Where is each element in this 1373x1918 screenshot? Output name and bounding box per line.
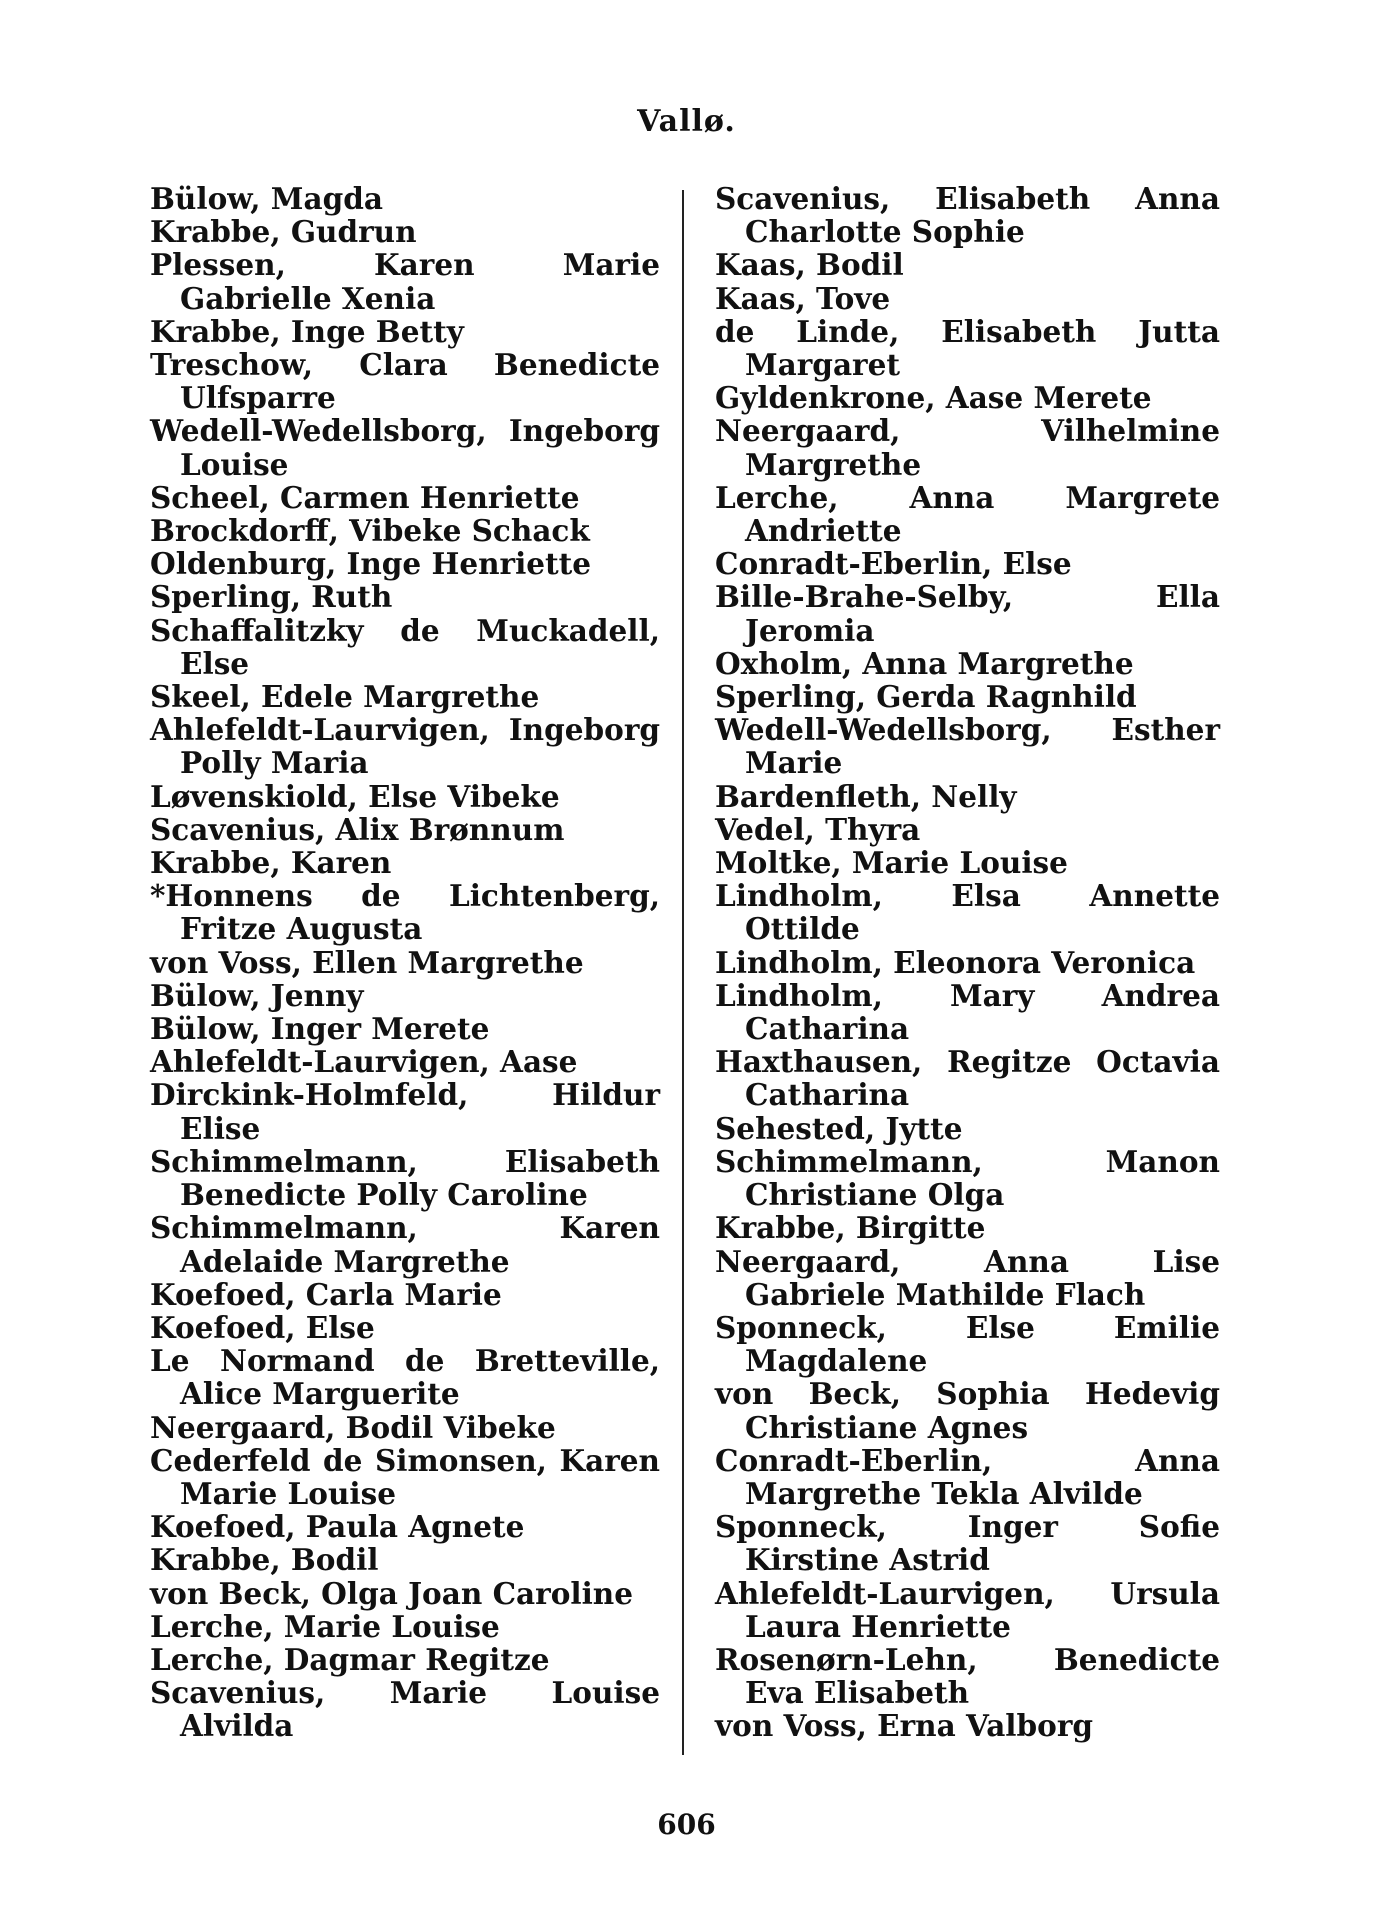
list-item: Bardenfleth, Nelly (715, 778, 1017, 814)
list-item: Plessen, Karen Marie Gabrielle Xenia (150, 247, 660, 316)
list-item: Schaffalitzky de Muckadell, Else (150, 612, 660, 681)
list-item: Kaas, Bodil (715, 247, 904, 283)
list-item: Koefoed, Else (150, 1309, 375, 1345)
list-item: Sponneck, Else Emilie Magdalene (715, 1309, 1220, 1379)
list-item: Bülow, Magda (150, 181, 383, 216)
list-item: Kaas, Tove (715, 280, 891, 316)
list-item: Lindholm, Elsa Annette Ottilde (715, 878, 1220, 947)
list-item: Lerche, Dagmar Regitze (150, 1641, 550, 1677)
list-item: Schimmelmann, Karen Adelaide Margrethe (150, 1210, 660, 1279)
list-item: Sperling, Gerda Ragnhild (715, 679, 1137, 715)
list-item: Schimmelmann, Elisabeth Benedicte Polly Caroline (150, 1143, 660, 1213)
list-item: Lerche, Anna Margrete Andriette (715, 479, 1220, 549)
list-item: Skeel, Edele Margrethe (150, 679, 540, 715)
list-item: Løvenskiold, Else Vibeke (150, 778, 560, 814)
list-item: von Voss, Ellen Margrethe (150, 944, 584, 980)
list-item: Bille-Brahe-Selby, Ella Jeromia (715, 579, 1220, 648)
list-item: Scavenius, Alix Brønnum (150, 811, 565, 847)
list-item: Brockdorff, Vibeke Schack (150, 513, 590, 549)
list-item: Wedell-Wedellsborg, Esther Marie (715, 712, 1220, 781)
list-item: de Linde, Elisabeth Jutta Margaret (715, 313, 1220, 383)
list-item: Neergaard, Anna Lise Gabriele Mathilde Flach (715, 1243, 1220, 1312)
list-item: Wedell-Wedellsborg, Ingeborg Louise (150, 413, 660, 482)
list-item: Lerche, Marie Louise (150, 1608, 500, 1644)
list-item: Neergaard, Vilhelmine Margrethe (715, 413, 1220, 482)
list-item: Conradt-Eberlin, Anna Margrethe Tekla Alvilde (715, 1442, 1220, 1511)
list-item: Dirckink-Holmfeld, Hildur Elise (150, 1077, 660, 1146)
list-item: Krabbe, Bodil (150, 1542, 379, 1578)
list-item: Ahlefeldt-Laurvigen, Ingeborg Polly Maria (150, 712, 660, 781)
list-item: Sehested, Jytte (715, 1110, 963, 1146)
left-column (150, 182, 660, 1743)
list-item: Lindholm, Eleonora Veronica (715, 944, 1196, 980)
page-number: 606 (657, 1808, 716, 1841)
list-item: Koefoed, Carla Marie (150, 1276, 502, 1312)
list-item: Ahlefeldt-Laurvigen, Ursula Laura Henriette (715, 1575, 1220, 1644)
list-item: Oldenburg, Inge Henriette (150, 546, 592, 582)
column-divider (682, 190, 684, 1755)
list-item: Cederfeld de Simonsen, Karen Marie Louise (150, 1442, 660, 1511)
list-item: Koefoed, Paula Agnete (150, 1509, 525, 1545)
list-item: Rosenørn-Lehn, Benedicte Eva Elisabeth (715, 1641, 1220, 1711)
list-item: Lindholm, Mary Andrea Catharina (715, 977, 1220, 1047)
list-item: Sperling, Ruth (150, 579, 393, 615)
list-item: Schimmelmann, Manon Christiane Olga (715, 1143, 1220, 1213)
list-item: Krabbe, Inge Betty (150, 313, 464, 349)
list-item: Krabbe, Gudrun (150, 214, 417, 250)
list-item: von Voss, Erna Valborg (715, 1708, 1093, 1744)
right-column (715, 182, 1220, 1743)
list-item: Scavenius, Elisabeth Anna Charlotte Sophie (715, 181, 1220, 250)
list-item: *Honnens de Lichtenberg, Fritze Augusta (150, 878, 660, 947)
list-item: Scheel, Carmen Henriette (150, 479, 580, 515)
list-item: Sponneck, Inger Sofie Kirstine Astrid (715, 1509, 1220, 1578)
list-item: Krabbe, Birgitte (715, 1210, 986, 1246)
list-item: Le Normand de Bretteville, Alice Marguerite (150, 1343, 660, 1412)
list-item: Neergaard, Bodil Vibeke (150, 1409, 556, 1445)
list-item: Scavenius, Marie Louise Alvilda (150, 1675, 660, 1744)
list-item: Conradt-Eberlin, Else (715, 546, 1072, 582)
list-item: Moltke, Marie Louise (715, 845, 1068, 881)
page-title: Vallø. (637, 104, 736, 139)
list-item: Gyldenkrone, Aase Merete (715, 380, 1152, 416)
list-item: von Beck, Olga Joan Caroline (150, 1575, 634, 1611)
list-item: Krabbe, Karen (150, 845, 392, 881)
list-item: Treschow, Clara Benedicte Ulfsparre (150, 347, 660, 416)
list-item: Oxholm, Anna Margrethe (715, 645, 1134, 681)
list-item: Bülow, Inger Merete (150, 1011, 490, 1047)
list-item: Haxthausen, Regitze Octavia Catharina (715, 1044, 1220, 1113)
list-item: Bülow, Jenny (150, 977, 364, 1013)
list-item: von Beck, Sophia Hedevig Christiane Agnes (715, 1376, 1220, 1445)
list-item: Ahlefeldt-Laurvigen, Aase (150, 1044, 578, 1080)
list-item: Vedel, Thyra (715, 811, 921, 847)
